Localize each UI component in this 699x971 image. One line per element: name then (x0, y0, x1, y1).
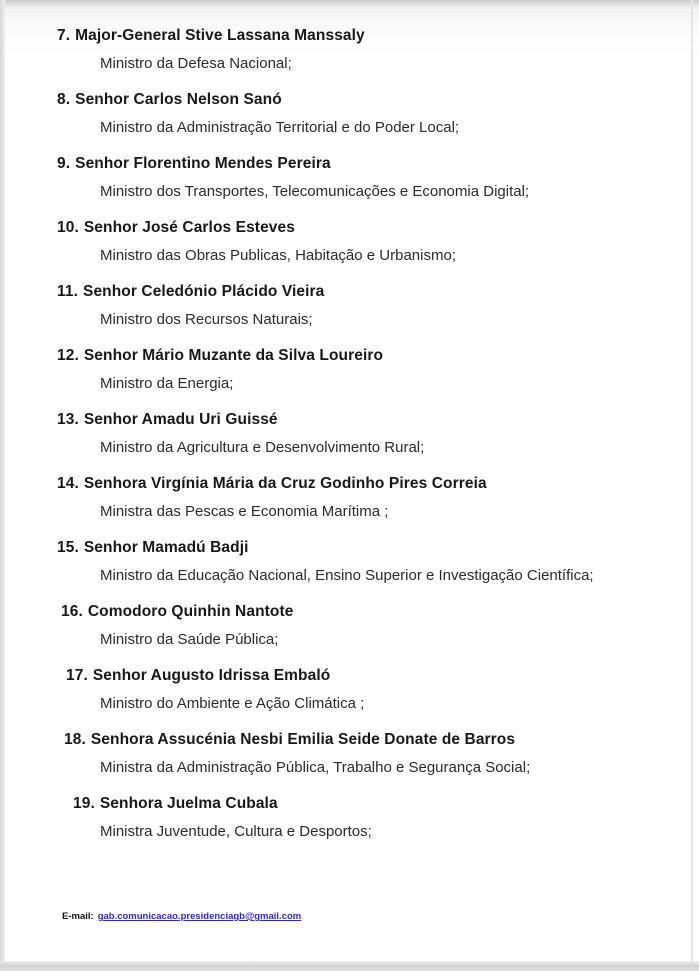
minister-title: Ministro das Obras Publicas, Habitação e Urbanismo; (100, 247, 456, 264)
minister-name-line (73, 794, 679, 813)
page-edge-right (691, 0, 693, 971)
minister-name: Senhor Mário Muzante da Silva Loureiro (83, 347, 384, 364)
minister-item (57, 282, 679, 329)
minister-title: Ministra das Pescas e Economia Marítima ; (100, 503, 389, 520)
minister-name: Senhor José Carlos Esteves (83, 219, 295, 236)
minister-number: 14. (57, 475, 79, 492)
minister-title: Ministro do Ambiente e Ação Climática ; (100, 695, 365, 712)
minister-number: 19. (73, 795, 95, 812)
minister-number: 11. (57, 283, 78, 300)
minister-number: 9. (57, 155, 71, 172)
minister-name: Senhor Amadu Uri Guissé (83, 411, 278, 428)
minister-item (57, 90, 679, 137)
minister-name-line (57, 282, 679, 301)
minister-name-line (64, 730, 679, 749)
minister-name-line (66, 666, 679, 685)
minister-item (57, 346, 679, 393)
minister-name-line (57, 346, 679, 365)
minister-item (57, 730, 679, 777)
minister-title: Ministra Juventude, Cultura e Desportos; (100, 823, 372, 840)
minister-title: Ministro dos Recursos Naturais; (100, 311, 313, 328)
minister-title: Ministro da Defesa Nacional; (100, 55, 292, 72)
minister-item (57, 154, 679, 201)
minister-item (57, 538, 679, 585)
minister-name-line (57, 218, 679, 237)
minister-name: Major-General Stive Lassana Manssaly (75, 27, 365, 44)
footer-email-line (62, 911, 301, 923)
minister-title: Ministro da Saúde Pública; (100, 631, 279, 648)
minister-number: 17. (66, 667, 88, 684)
email-label: E-mail: (62, 911, 94, 922)
minister-title: Ministra da Administração Pública, Trabalho e Segurança Social; (100, 759, 531, 776)
minister-title: Ministro da Energia; (100, 375, 234, 392)
minister-name-line (57, 474, 679, 493)
minister-number: 16. (61, 603, 83, 620)
minister-name-line (57, 154, 679, 173)
minister-name: Senhora Assucénia Nesbi Emilia Seide Donate de Barros (90, 731, 516, 748)
minister-name-line (61, 602, 679, 621)
minister-item (57, 218, 679, 265)
minister-item (57, 794, 679, 841)
minister-name-line (57, 538, 679, 557)
minister-name: Senhor Mamadú Badji (83, 539, 249, 556)
minister-name: Comodoro Quinhin Nantote (87, 603, 294, 620)
page-edge-left (0, 0, 5, 971)
minister-name-line (57, 90, 679, 109)
minister-name: Senhora Virgínia Mária da Cruz Godinho Pires Correia (83, 475, 487, 492)
minister-name-line (57, 410, 679, 429)
minister-title: Ministro da Agricultura e Desenvolvimento Rural; (100, 439, 425, 456)
minister-item (57, 474, 679, 521)
ministers-list (57, 26, 679, 858)
minister-item (57, 602, 679, 649)
minister-name: Senhor Celedónio Plácido Vieira (83, 283, 325, 300)
minister-item (57, 410, 679, 457)
minister-number: 10. (57, 219, 79, 236)
minister-number: 13. (57, 411, 79, 428)
minister-title: Ministro dos Transportes, Telecomunicações e Economia Digital; (100, 183, 530, 200)
minister-number: 12. (57, 347, 79, 364)
minister-name: Senhor Florentino Mendes Pereira (75, 155, 331, 172)
minister-name: Senhora Juelma Cubala (99, 795, 278, 812)
minister-item (57, 26, 679, 73)
minister-number: 18. (64, 731, 86, 748)
minister-title: Ministro da Administração Territorial e do Poder Local; (100, 119, 460, 136)
minister-number: 8. (57, 91, 71, 108)
minister-number: 15. (57, 539, 79, 556)
page-edge-bottom (0, 961, 699, 971)
minister-title: Ministro da Educação Nacional, Ensino Superior e Investigação Científica; (100, 567, 594, 584)
page-edge-top (0, 0, 699, 9)
minister-name: Senhor Augusto Idrissa Embaló (92, 667, 331, 684)
minister-item (57, 666, 679, 713)
minister-number: 7. (57, 27, 71, 44)
minister-name-line (57, 26, 679, 45)
email-link[interactable]: gab.comunicacao.presidenciagb@gmail.com (97, 911, 302, 922)
minister-name: Senhor Carlos Nelson Sanó (75, 91, 282, 108)
